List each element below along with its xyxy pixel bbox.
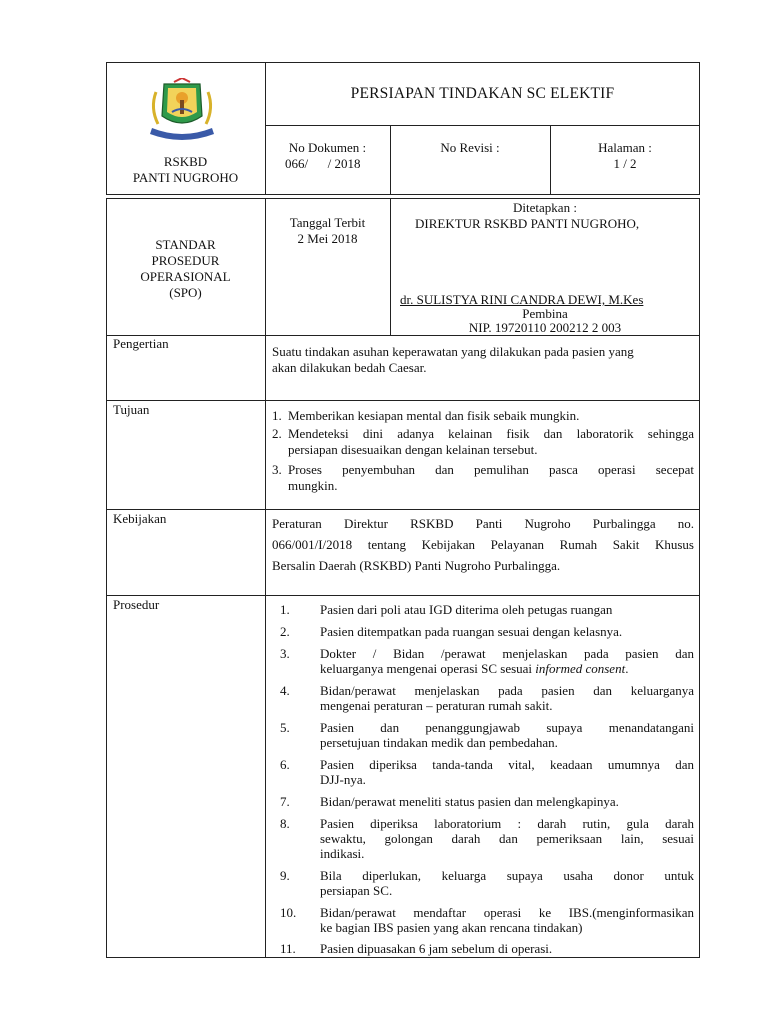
kebijakan-label: Kebijakan	[113, 511, 167, 526]
pengertian-label: Pengertian	[113, 336, 169, 351]
list-item: 9. Bila diperlukan, keluarga supaya usaha donor untuk persiapan SC.	[280, 868, 694, 898]
set-by-label: Ditetapkan :	[513, 200, 577, 215]
doc-number-value: 066/ / 2018	[285, 156, 361, 171]
list-item: 2. Mendeteksi dini adanya kelainan fisik dan laboratorik sehingga persiapan disesuaikan dengan kelainan tersebut.	[272, 426, 694, 457]
list-item: 8. Pasien diperiksa laboratorium : darah rutin, gula darah sewaktu, golongan darah dan pemeriksaan lain, sesuai indikasi.	[280, 816, 694, 861]
director-rank: Pembina	[522, 306, 568, 321]
kebijakan-line3: Bersalin Daerah (RSKBD) Panti Nugroho Purbalingga.	[272, 558, 561, 573]
list-item: 7. Bidan/perawat meneliti status pasien dan melengkapinya.	[280, 794, 619, 809]
list-item: 6. Pasien diperiksa tanda-tanda vital, keadaan umumnya dan DJJ-nya.	[280, 757, 694, 787]
spo-document: RSKBD PANTI NUGROHO PERSIAPAN TINDAKAN SC ELEKTIF No Dokumen : 066/ / 2018 No Revisi : Halaman : 1 / 2 STANDAR PROSEDUR OPERASIONAL (SPO) Tanggal Terbit 2 Mei 2018 Ditetapkan : DIREKTUR RSKBD PANTI NUGROHO, dr. SULISTYA RINI CANDRA DEWI, M.Kes Pembina NIP. 19720110 200212 2 003 Pengertian Suatu tindakan asuhan keperawatan yang dilakukan pada pasien yang akan dilakukan bedah Caesar. Tujuan 1. Memberikan kesiapan mental dan fisik sebaik mungkin. 2. Mendeteksi dini adanya kelainan fisik dan laboratorik sehingga persiapan disesuaikan dengan kelainan tersebut. 3. Proses penyembuhan dan pemulihan pasca operasi secepat mungkin. Kebijakan Peraturan Direktur RSKBD Panti Nugroho Purbalingga no. 066/001/I/2018 tentang Kebijakan Pelayanan Rumah Sakit Khusus Bersalin Daerah (RSKBD) Panti Nugroho Purbalingga. Prosedur 1. Pasien dari poli atau IGD diterima oleh petugas ruangan 2. Pasien ditempatkan pada ruangan sesuai dengan kelasnya. 3. Dokter / Bidan /perawat menjelaskan pada pasien dan keluarganya mengenai operasi SC sesuai informed consent. 4. Bidan/perawat menjelaskan pada pasien dan keluarganya mengenai peraturan – peraturan rumah sakit. 5. Pasien dan penanggungjawab supaya menandatangani persetujuan tindakan medik dan pembedahan. 6. Pasien diperiksa tanda-tanda vital, keadaan umumnya dan DJJ-nya. 7. Bidan/perawat meneliti status pasien dan melengkapinya. 8. Pasien diperiksa laboratorium : darah rutin, gula darah sewaktu, golongan darah dan pemeriksaan lain, sesuai indikasi. 9. Bila diperlukan, keluarga supaya usaha donor untuk persiapan SC. 10. Bidan/perawat mendaftar operasi ke IBS.(menginformasikan ke bagian IBS pasien yang akan rencana tindakan) 11. Pasien dipuasakan 6 jam sebelum di operasi.	[0, 0, 768, 1024]
kebijakan-line2: 066/001/I/2018 tentang Kebijakan Pelayanan Rumah Sakit Khusus	[272, 537, 694, 552]
page-value: 1 / 2	[613, 156, 637, 171]
director-name: dr. SULISTYA RINI CANDRA DEWI, M.Kes	[400, 292, 644, 307]
spo-line3: OPERASIONAL	[140, 269, 231, 284]
prosedur-label: Prosedur	[113, 597, 160, 612]
pengertian-line2: akan dilakukan bedah Caesar.	[272, 360, 427, 375]
page-label: Halaman :	[598, 140, 652, 155]
spo-line1: STANDAR	[155, 237, 216, 252]
doc-number-label: No Dokumen :	[288, 140, 367, 155]
list-item: 10. Bidan/perawat mendaftar operasi ke IBS.(menginformasikan ke bagian IBS pasien yang akan rencana tindakan)	[280, 905, 694, 935]
list-item: 1. Pasien dari poli atau IGD diterima oleh petugas ruangan	[280, 602, 613, 617]
list-item: 4. Bidan/perawat menjelaskan pada pasien dan keluarganya mengenai peraturan – peraturan rumah sakit.	[280, 683, 694, 713]
revision-label: No Revisi :	[440, 140, 500, 155]
tujuan-label: Tujuan	[113, 402, 150, 417]
director-nip: NIP. 19720110 200212 2 003	[468, 320, 622, 335]
list-item: 5. Pasien dan penanggungjawab supaya menandatangani persetujuan tindakan medik dan pembedahan.	[280, 720, 694, 750]
director-title: DIREKTUR RSKBD PANTI NUGROHO,	[415, 216, 640, 231]
hospital-name-line1: RSKBD	[163, 154, 208, 169]
hospital-name-line2: PANTI NUGROHO	[132, 170, 239, 185]
kebijakan-line1: Peraturan Direktur RSKBD Panti Nugroho Purbalingga no.	[272, 516, 694, 531]
pengertian-line1: Suatu tindakan asuhan keperawatan yang dilakukan pada pasien yang	[272, 344, 634, 359]
regency-emblem-logo	[146, 78, 218, 140]
issue-date-label: Tanggal Terbit	[289, 215, 366, 230]
list-item: 2. Pasien ditempatkan pada ruangan sesuai dengan kelasnya.	[280, 624, 623, 639]
list-item: 3. Dokter / Bidan /perawat menjelaskan pada pasien dan keluarganya mengenai operasi SC sesuai informed consent.	[280, 646, 694, 676]
spo-line4: (SPO)	[169, 285, 202, 300]
list-item: 3. Proses penyembuhan dan pemulihan pasca operasi secepat mungkin.	[272, 462, 694, 493]
issue-date-value: 2 Mei 2018	[297, 231, 358, 246]
spo-line2: PROSEDUR	[151, 253, 220, 268]
list-item: 11. Pasien dipuasakan 6 jam sebelum di operasi.	[280, 941, 553, 956]
document-title: PERSIAPAN TINDAKAN SC ELEKTIF	[350, 85, 615, 102]
